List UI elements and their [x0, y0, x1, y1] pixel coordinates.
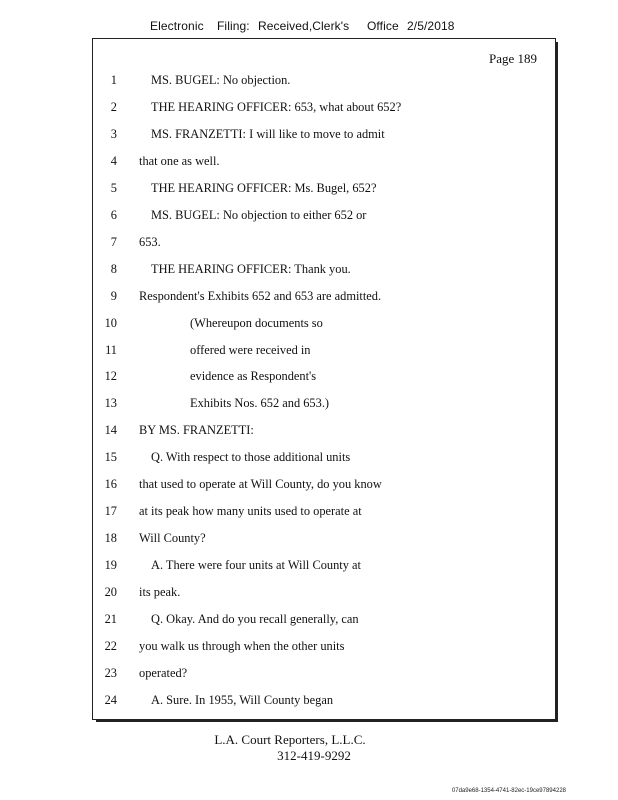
transcript-line — [93, 612, 555, 630]
line-number: 10 — [104, 315, 117, 330]
filing-header-electronic: Electronic — [150, 19, 204, 33]
transcript-line — [93, 396, 555, 414]
transcript-line — [93, 181, 555, 199]
transcript-line — [93, 477, 555, 495]
line-text: MS. FRANZETTI: I will like to move to admit — [151, 126, 385, 141]
transcript-line — [93, 450, 555, 468]
line-number: 7 — [110, 234, 117, 249]
line-number: 22 — [104, 638, 117, 653]
line-text: MS. BUGEL: No objection to either 652 or — [151, 207, 367, 222]
transcript-line — [93, 558, 555, 576]
line-text: offered were received in — [190, 342, 311, 357]
transcript-line — [93, 262, 555, 280]
transcript-line — [93, 73, 555, 91]
line-text: evidence as Respondent's — [190, 369, 317, 384]
line-text: A. Sure. In 1955, Will County began — [151, 692, 334, 707]
line-number: 11 — [105, 342, 117, 357]
line-text: THE HEARING OFFICER: 653, what about 652? — [151, 99, 402, 114]
line-text: Q. With respect to those additional units — [151, 450, 351, 465]
line-text: you walk us through when the other units — [139, 638, 345, 653]
transcript-line — [93, 208, 555, 226]
line-number: 14 — [104, 423, 117, 438]
line-number: 15 — [104, 450, 117, 465]
filing-header — [0, 19, 618, 37]
transcript-line — [93, 154, 555, 172]
transcript-line — [93, 639, 555, 657]
line-text: its peak. — [139, 585, 181, 600]
transcript-line — [93, 585, 555, 603]
line-text: Will County? — [139, 531, 206, 546]
transcript-line — [93, 504, 555, 522]
line-text: THE HEARING OFFICER: Ms. Bugel, 652? — [151, 180, 377, 195]
line-text: A. There were four units at Will County at — [151, 558, 361, 573]
line-number: 12 — [104, 369, 117, 384]
line-number: 21 — [104, 612, 117, 626]
filing-header-date: 2/5/2018 — [407, 19, 455, 33]
line-number: 8 — [110, 261, 117, 276]
filing-header-filing: Filing: — [217, 19, 250, 33]
line-text: operated? — [139, 665, 188, 680]
line-number: 23 — [104, 665, 117, 680]
footer-phone: 312-419-9292 — [277, 748, 351, 763]
line-text: Exhibits Nos. 652 and 653.) — [190, 396, 330, 411]
line-text: BY MS. FRANZETTI: — [139, 423, 254, 438]
line-number: 17 — [104, 504, 117, 519]
line-text: Q. Okay. And do you recall generally, can — [151, 612, 359, 626]
line-number: 6 — [110, 207, 117, 222]
line-number: 13 — [104, 396, 117, 411]
transcript-line — [93, 423, 555, 441]
line-number: 9 — [110, 288, 117, 303]
line-number: 16 — [104, 477, 117, 492]
line-number: 5 — [110, 180, 117, 195]
line-text: (Whereupon documents so — [190, 315, 323, 330]
line-number: 18 — [104, 531, 117, 546]
line-number: 2 — [110, 99, 117, 114]
page-number: Page 189 — [488, 51, 537, 66]
transcript-line — [93, 100, 555, 118]
line-text: that used to operate at Will County, do you know — [139, 477, 382, 492]
transcript-line — [93, 316, 555, 334]
line-number: 4 — [110, 153, 117, 168]
transcript-line — [93, 289, 555, 307]
transcript-line — [93, 343, 555, 361]
line-text: Respondent's Exhibits 652 and 653 are admitted. — [139, 288, 382, 303]
transcript-line — [93, 127, 555, 145]
line-text: that one as well. — [139, 153, 220, 168]
line-text: MS. BUGEL: No objection. — [151, 73, 291, 87]
transcript-line — [93, 666, 555, 684]
transcript-line — [93, 693, 555, 711]
filing-header-office: Office — [367, 19, 399, 33]
transcript-page — [92, 38, 556, 720]
transcript-line — [93, 369, 555, 387]
line-text: at its peak how many units used to operate at — [139, 504, 362, 519]
line-number: 1 — [110, 73, 117, 87]
line-number: 3 — [110, 126, 117, 141]
line-text: THE HEARING OFFICER: Thank you. — [151, 261, 351, 276]
filing-header-received: Received,Clerk's — [258, 19, 350, 33]
transcript-line — [93, 531, 555, 549]
line-number: 19 — [104, 558, 117, 573]
footer-firm-name: L.A. Court Reporters, L.L.C. — [214, 732, 366, 747]
line-number: 24 — [104, 692, 117, 707]
document-id: 07da9e68-1354-4741-82ec-19ce97894228 — [451, 788, 566, 794]
line-number: 20 — [104, 585, 117, 600]
line-text: 653. — [139, 234, 161, 249]
transcript-line — [93, 235, 555, 253]
